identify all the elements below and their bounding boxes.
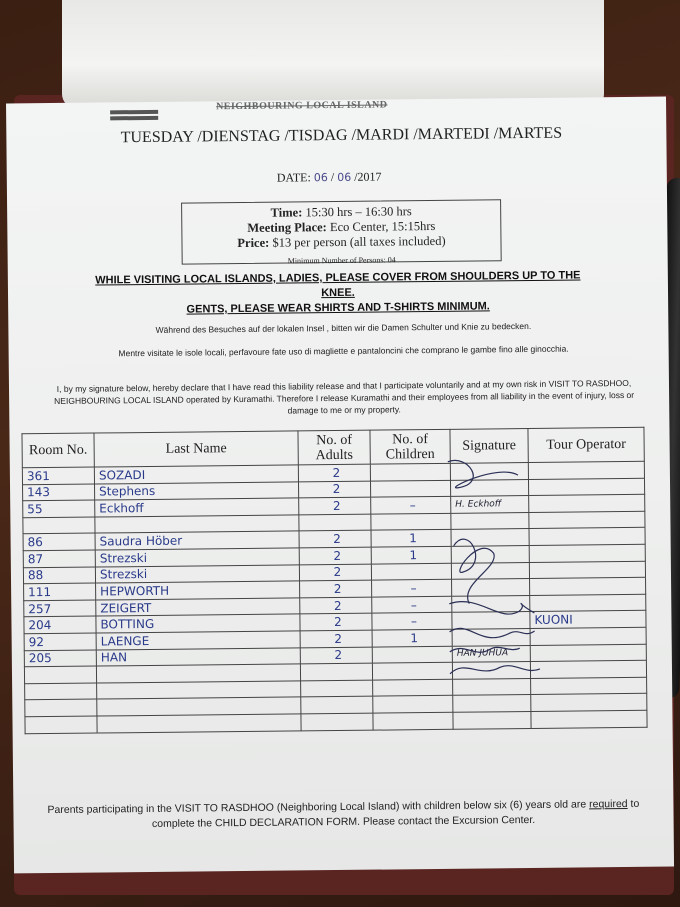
signature-cell [453, 695, 531, 712]
room-cell: 92 [24, 633, 96, 650]
signature-cell [453, 678, 531, 695]
signature-cell [451, 562, 529, 579]
german-notice: Während des Besuches auf der lokalen Insel , bitten wir die Damen Schulter und Knie zu bedecken. [155, 320, 532, 335]
adults-cell [301, 713, 373, 730]
adults-cell: 2 [299, 531, 371, 548]
room-cell: 87 [23, 550, 95, 567]
signature-cell [451, 529, 529, 546]
date-month: 06 [337, 170, 352, 184]
dress-code-warning [88, 268, 588, 318]
adults-cell: 2 [300, 597, 372, 614]
last-name-cell: HEPWORTH [96, 581, 300, 600]
date-day: 06 [313, 171, 328, 185]
children-cell: 1 [371, 546, 451, 563]
adults-cell: 2 [299, 547, 371, 564]
minimum-persons: Minimum Number of Persons: 04 [287, 255, 396, 266]
signature-cell [452, 579, 530, 596]
adults-cell: 2 [298, 464, 370, 481]
signature-cell [452, 628, 530, 645]
adults-cell: 2 [299, 497, 371, 514]
tour-operator-cell [530, 627, 646, 645]
children-cell [372, 646, 452, 663]
tour-operator-cell [530, 594, 646, 612]
tour-operator-cell [530, 660, 646, 678]
tour-operator-cell [529, 494, 645, 512]
excursion-info-box [181, 199, 502, 264]
footer-required: required [589, 797, 628, 811]
room-cell: 204 [24, 616, 96, 633]
tour-operator-cell: KUONI [530, 611, 646, 629]
last-name-cell: BOTTING [96, 614, 300, 633]
header-adults: No. of Adults [298, 430, 370, 465]
children-cell: 1 [371, 530, 451, 547]
last-name-cell: Saudra Höber [95, 531, 299, 550]
excursion-form-sheet [6, 97, 674, 874]
children-cell [371, 513, 451, 530]
adults-cell: 2 [300, 613, 372, 630]
last-name-cell [97, 714, 301, 733]
day-line: TUESDAY /DIENSTAG /TISDAG /MARDI /MARTEDI /MARTES [120, 124, 563, 147]
header-tour-operator: Tour Operator [528, 427, 644, 462]
adults-cell: 2 [300, 580, 372, 597]
price-label: Price: [237, 235, 270, 251]
signature-cell [451, 545, 529, 562]
folded-top-sheet [62, 0, 604, 108]
header-room: Room No. [22, 433, 94, 468]
room-cell [25, 699, 97, 716]
warning-gents: GENTS, PLEASE WEAR SHIRTS AND T-SHIRTS MINIMUM. [186, 300, 490, 316]
room-cell [23, 517, 95, 534]
signature-cell [450, 479, 528, 496]
room-cell [25, 716, 97, 733]
header-children: No. of Children [370, 429, 450, 464]
form-heading: NEIGHBOURING LOCAL ISLAND [216, 99, 388, 113]
tour-operator-cell [529, 511, 645, 529]
signature-cell [452, 612, 530, 629]
room-cell: 55 [23, 500, 95, 517]
warning-ladies: WHILE VISITING LOCAL ISLANDS, LADIES, PLEASE COVER FROM SHOULDERS UP TO THE KNEE. [95, 269, 581, 300]
adults-cell [299, 514, 371, 531]
time-label: Time: [270, 205, 303, 220]
adults-cell: 2 [300, 647, 372, 664]
tour-operator-cell [528, 461, 644, 479]
children-cell [373, 679, 453, 696]
room-cell [25, 683, 97, 700]
last-name-cell: Eckhoff [95, 498, 299, 517]
date-label: DATE: [276, 170, 311, 185]
last-name-cell: SOZADI [94, 465, 298, 484]
children-cell: – [372, 596, 452, 613]
signature-cell [452, 662, 530, 679]
child-declaration-note [33, 797, 653, 833]
signature-cell: H. Eckhoff [451, 496, 529, 513]
children-cell [372, 662, 452, 679]
adults-cell [300, 663, 372, 680]
tour-operator-cell [528, 478, 644, 496]
children-cell: – [372, 613, 452, 630]
participant-rows [22, 461, 647, 733]
signature-cell [452, 595, 530, 612]
children-cell [370, 480, 450, 497]
price-value: $13 per person (all taxes included) [272, 233, 446, 250]
room-cell: 257 [24, 600, 96, 617]
tour-operator-cell [529, 544, 645, 562]
footer-text-2: to complete the CHILD DECLARATION FORM. Please contact the Excursion Center. [151, 797, 640, 830]
adults-cell: 2 [299, 564, 371, 581]
last-name-cell: Strezski [95, 564, 299, 583]
signature-cell [453, 711, 531, 728]
tour-operator-cell [531, 710, 647, 728]
date-line: DATE: 06 / 06 /2017 [276, 169, 382, 185]
children-cell: – [372, 579, 452, 596]
adults-cell [301, 696, 373, 713]
adults-cell [301, 680, 373, 697]
children-cell: – [371, 497, 451, 514]
room-cell: 88 [23, 567, 95, 584]
adults-cell: 2 [298, 481, 370, 498]
children-cell: 1 [372, 629, 452, 646]
footer-text-1: Parents participating in the VISIT TO RASDHOO (Neighboring Local Island) with children below six (6) years old are [47, 798, 590, 817]
tour-operator-cell [531, 677, 647, 695]
last-name-cell: ZEIGERT [96, 598, 300, 617]
header-last-name: Last Name [94, 431, 298, 467]
signature-cell: HAN JUHUA [452, 645, 530, 662]
tour-operator-cell [529, 528, 645, 546]
meeting-value: Eco Center, 15:15hrs [329, 218, 436, 235]
time-value: 15:30 hrs – 16:30 hrs [305, 204, 412, 220]
header-signature: Signature [450, 429, 528, 464]
date-year: /2017 [354, 169, 382, 184]
room-cell [24, 666, 96, 683]
italian-notice: Mentre visitate le isole locali, perfavoure fate uso di magliette e pantaloncini che comprano le gambe fino alle ginocchia. [118, 343, 569, 359]
tour-operator-cell [531, 694, 647, 712]
last-name-cell: Strezski [95, 548, 299, 567]
last-name-cell: Stephens [95, 482, 299, 501]
tour-operator-cell [530, 644, 646, 662]
children-cell [373, 696, 453, 713]
children-cell [373, 712, 453, 729]
signature-cell [451, 512, 529, 529]
tour-operator-cell [529, 561, 645, 579]
children-cell [371, 563, 451, 580]
last-name-cell: HAN [96, 647, 300, 666]
room-cell: 111 [24, 583, 96, 600]
room-cell: 205 [24, 650, 96, 667]
liability-declaration: I, by my signature below, hereby declare that I have read this liability release and that I participate voluntarily and at my own risk in VISIT TO RASDHOO, NEIGHBOURING LOCAL ISLAND operated by Kuramathi. Therefore I release Kuramathi and their employees from all liability in the event of injury, loss or damage to me or my property. [54, 377, 635, 416]
room-cell: 86 [23, 533, 95, 550]
signature-cell [450, 463, 528, 480]
room-cell: 143 [23, 484, 95, 501]
children-cell [370, 463, 450, 480]
adults-cell: 2 [300, 630, 372, 647]
tour-operator-cell [530, 577, 646, 595]
room-cell: 361 [22, 467, 94, 484]
resort-logo [110, 108, 158, 121]
last-name-cell: LAENGE [96, 631, 300, 650]
participant-table [21, 427, 647, 734]
meeting-label: Meeting Place: [247, 220, 327, 235]
